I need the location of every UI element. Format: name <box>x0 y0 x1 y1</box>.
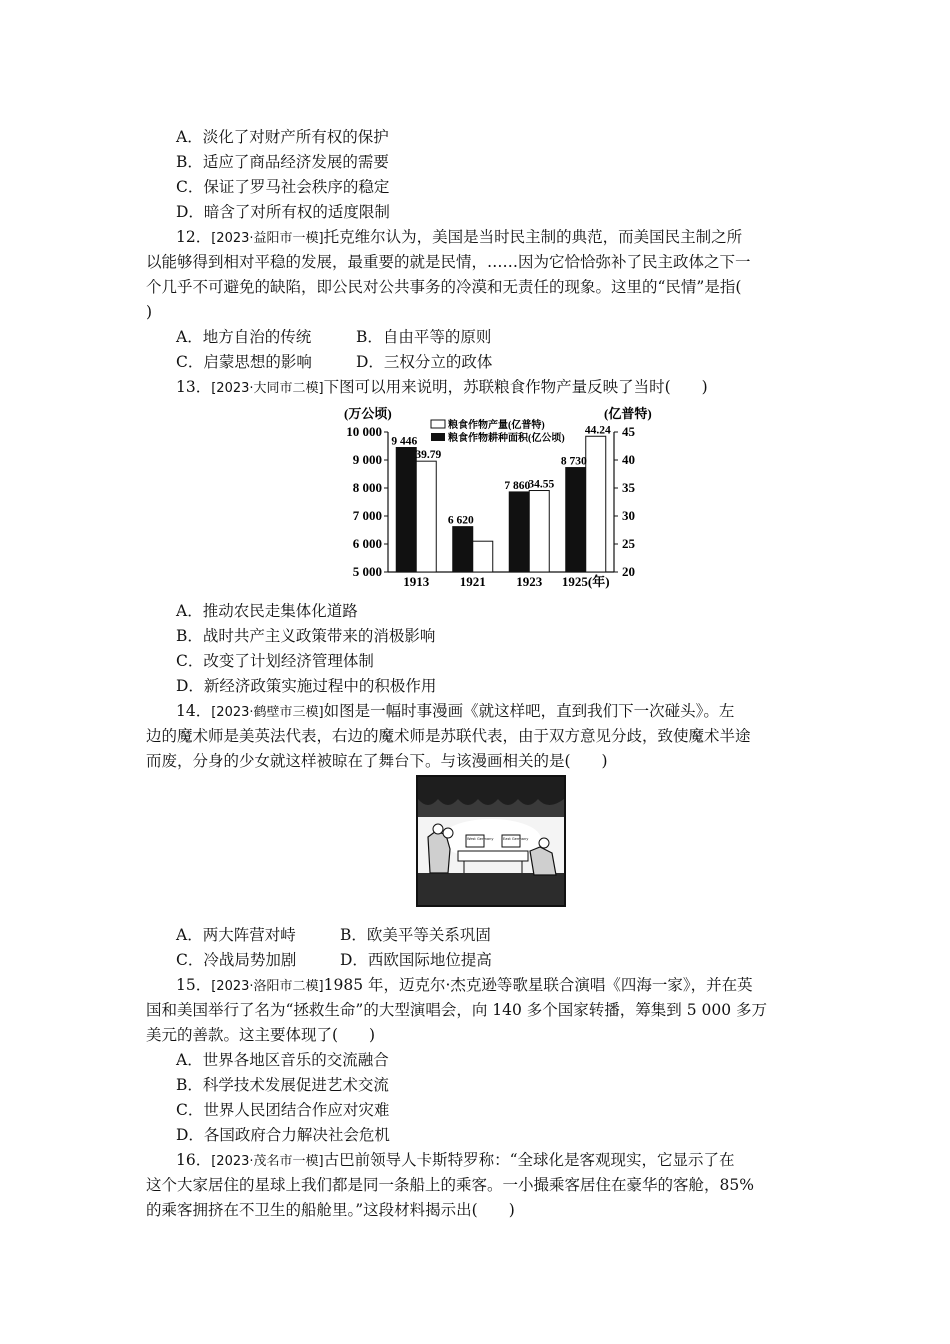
cartoon-sign-right: East Germany <box>503 837 529 841</box>
left-tick-label: 6 000 <box>352 536 382 551</box>
q14-option-c: C．冷战局势加剧 <box>176 951 297 969</box>
bar-area <box>453 527 473 572</box>
x-tick-label: 1921 <box>459 574 486 589</box>
left-tick-label: 7 000 <box>352 508 382 523</box>
data-label: 6 620 <box>447 514 474 527</box>
q16-text: 古巴前领导人卡斯特罗称：“全球化是客观现实，它显示了在 <box>323 1151 735 1169</box>
left-tick-label: 5 000 <box>352 564 382 579</box>
cartoon-sign-left: West Germany <box>467 837 494 841</box>
legend-label-area: 粮食作物耕种面积(亿公顷) <box>448 433 565 444</box>
bar-area <box>566 468 586 572</box>
q14-option-b: B．欧美平等关系巩固 <box>340 926 491 944</box>
q13-option-b: B．战时共产主义政策带来的消极影响 <box>176 627 436 645</box>
legend-swatch-yield <box>431 420 445 428</box>
cartoon-drawing <box>418 777 564 905</box>
q13-stem <box>176 377 836 399</box>
data-label: 7 860 <box>504 479 531 492</box>
q16-stem-line2: 这个大家居住的星球上我们都是同一条船上的乘客。一小撮乘客居住在豪华的客舱，85% <box>146 1176 754 1194</box>
chart-legend <box>431 418 565 444</box>
q12-stem-line4: ) <box>146 303 153 321</box>
bar-yield <box>586 436 606 572</box>
q15-stem-line3: 美元的善款。这主要体现了( ) <box>146 1026 376 1044</box>
q15-number: 15． <box>176 976 212 994</box>
q11-option-b: B．适应了商品经济发展的需要 <box>176 153 389 171</box>
q12-source: [2023·益阳市一模] <box>211 231 324 246</box>
q12-text: 托克维尔认为，美国是当时民主制的典范，而美国民主制之所 <box>323 228 743 246</box>
q13-option-a: A．推动农民走集体化道路 <box>176 602 358 620</box>
data-label: 34.55 <box>528 478 555 491</box>
q12-stem-line2: 以能够得到相对平稳的发展，最重要的就是民情，……因为它恰恰弥补了民主政体之下一 <box>146 253 751 271</box>
q15-option-a: A．世界各地区音乐的交流融合 <box>176 1051 389 1069</box>
right-tick-label: 45 <box>622 424 635 439</box>
q14-stem-line2: 边的魔术师是美英法代表，右边的魔术师是苏联代表，由于双方意见分歧，致使魔术半途 <box>146 727 751 745</box>
bar-yield <box>473 541 493 572</box>
q15-stem-line1 <box>176 975 836 997</box>
data-label: 8 730 <box>560 455 587 468</box>
q14-source: [2023·鹤壁市三模] <box>211 705 324 720</box>
q16-stem-line3: 的乘客拥挤在不卫生的船舱里。”这段材料揭示出( ) <box>146 1201 515 1219</box>
q16-number: 16． <box>176 1151 212 1169</box>
left-tick-label: 10 000 <box>346 424 382 439</box>
q12-option-c: C．启蒙思想的影响 <box>176 353 312 371</box>
x-tick-label: 1925(年) <box>561 574 610 589</box>
political-cartoon <box>416 775 566 907</box>
right-tick-label: 20 <box>622 564 635 579</box>
bar-yield <box>529 491 549 572</box>
q11-option-c: C．保证了罗马社会秩序的稳定 <box>176 178 390 196</box>
q12-stem-line1 <box>176 227 836 249</box>
q13-option-c: C．改变了计划经济管理体制 <box>176 652 374 670</box>
bar-area <box>396 448 416 572</box>
q12-option-a: A．地方自治的传统 <box>176 328 312 346</box>
q11-option-d: D．暗含了对所有权的适度限制 <box>176 203 390 221</box>
q15-option-b: B．科学技术发展促进艺术交流 <box>176 1076 389 1094</box>
q13-option-d: D．新经济政策实施过程中的积极作用 <box>176 677 437 695</box>
q13-source: [2023·大同市二模] <box>211 381 324 396</box>
x-tick-label: 1923 <box>516 574 543 589</box>
q15-option-d: D．各国政府合力解决社会危机 <box>176 1126 390 1144</box>
q15-text: 1985 年，迈克尔·杰克逊等歌星联合演唱《四海一家》，并在英 <box>323 976 753 994</box>
right-axis-unit: (亿普特) <box>604 406 652 421</box>
x-tick-label: 1913 <box>403 574 430 589</box>
q16-source: [2023·茂名市一模] <box>211 1154 324 1169</box>
q15-stem-line2: 国和美国举行了名为“拯救生命”的大型演唱会，向 140 多个国家转播，筹集到 5 000 多万 <box>146 1001 768 1019</box>
q11-option-a: A．淡化了对财产所有权的保护 <box>176 128 389 146</box>
q12-options-row1 <box>176 327 836 347</box>
q12-number: 12． <box>176 228 212 246</box>
q13-text: 下图可以用来说明，苏联粮食作物产量反映了当时( ) <box>323 378 708 396</box>
data-label: 44.24 <box>584 424 611 437</box>
right-tick-label: 30 <box>622 508 635 523</box>
q12-options-row2 <box>176 352 836 372</box>
legend-swatch-area <box>431 433 445 441</box>
left-tick-label: 8 000 <box>352 480 382 495</box>
q14-options-row2 <box>176 950 836 970</box>
q14-stem-line1 <box>176 701 836 723</box>
q14-stem-line3: 而废，分身的少女就这样被晾在了舞台下。与该漫画相关的是( ) <box>146 752 608 770</box>
q14-text: 如图是一幅时事漫画《就这样吧，直到我们下一次碰头》。左 <box>323 702 735 720</box>
q14-option-d: D．西欧国际地位提高 <box>340 951 492 969</box>
q15-option-c: C．世界人民团结合作应对灾难 <box>176 1101 390 1119</box>
right-tick-label: 25 <box>622 536 635 551</box>
q14-options-row1 <box>176 925 836 945</box>
q12-stem-line3: 个几乎不可避免的缺陷，即公民对公共事务的冷漠和无责任的现象。这里的“民情”是指( <box>146 278 742 296</box>
q16-stem-line1 <box>176 1150 836 1172</box>
right-tick-label: 40 <box>622 452 635 467</box>
q12-option-d: D．三权分立的政体 <box>356 353 493 371</box>
right-tick-label: 35 <box>622 480 635 495</box>
q12-option-b: B．自由平等的原则 <box>356 328 492 346</box>
q15-source: [2023·洛阳市二模] <box>211 979 324 994</box>
q14-option-a: A．两大阵营对峙 <box>176 926 296 944</box>
data-label: 39.79 <box>415 449 442 462</box>
data-label: 9 446 <box>391 435 418 448</box>
legend-label-yield: 粮食作物产量(亿普特) <box>448 420 545 431</box>
left-tick-label: 9 000 <box>352 452 382 467</box>
q13-number: 13． <box>176 378 212 396</box>
bar-yield <box>416 461 436 572</box>
q14-number: 14． <box>176 702 212 720</box>
left-axis-unit: (万公顷) <box>344 406 392 421</box>
bar-area <box>509 492 529 572</box>
grain-chart <box>330 400 660 590</box>
